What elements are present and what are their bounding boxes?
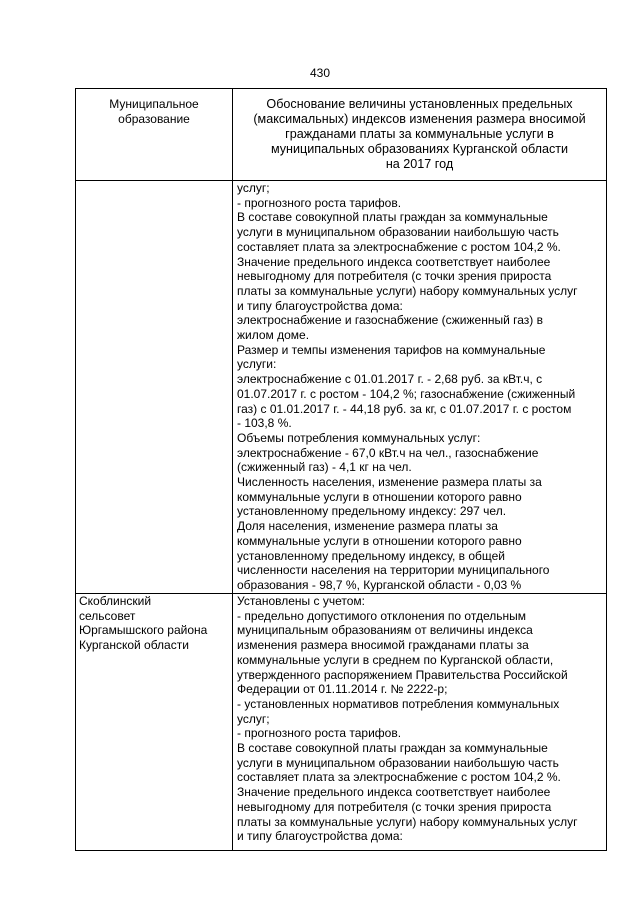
justification-cell <box>233 594 607 851</box>
text-line: платы за коммунальные услуги) набору коммунальных услуг <box>237 814 578 829</box>
text-line: электроснабжение с 01.01.2017 г. - 2,68 руб. за кВт.ч, с <box>237 372 543 387</box>
text-line: Федерации от 01.11.2014 г. № 2222-р; <box>237 682 448 697</box>
text-line: составляет плата за электроснабжение с ростом 104,2 %. <box>237 239 561 254</box>
text-line: образования - 98,7 %, Курганской области - 0,03 % <box>237 577 522 592</box>
text-line: составляет плата за электроснабжение с ростом 104,2 %. <box>237 770 561 785</box>
header-justification <box>233 89 607 181</box>
justification-cell <box>233 181 607 594</box>
text-line: и типу благоустройства дома: <box>237 298 403 313</box>
text-line: В составе совокупной платы граждан за коммунальные <box>237 210 548 225</box>
text-line: изменения размера вносимой гражданами платы за <box>237 638 529 653</box>
municipality-line: Курганской области <box>79 637 189 652</box>
text-line: и типу благоустройства дома: <box>237 829 403 844</box>
table-row <box>76 594 607 851</box>
municipality-cell <box>76 181 233 594</box>
municipality-line: Скоблинский <box>79 594 152 608</box>
text-line: услуги: <box>237 357 277 372</box>
text-line: коммунальные услуги в отношении которого равно <box>237 533 522 548</box>
text-line: численности населения на территории муниципального <box>237 563 550 578</box>
header-line: гражданами платы за коммунальные услуги в <box>285 127 554 141</box>
text-line: - предельно допустимого отклонения по отдельным <box>237 608 526 623</box>
text-line: жилом доме. <box>237 328 310 343</box>
text-line: установленному предельному индексу: 297 чел. <box>237 504 507 519</box>
text-line: Объемы потребления коммунальных услуг: <box>237 430 481 445</box>
text-line: муниципальным образованиям от величины индекса <box>237 623 533 638</box>
header-line: (максимальных) индексов изменения размера вносимой <box>253 112 586 126</box>
text-line: невыгодному для потребителя (с точки зрения прироста <box>237 269 552 284</box>
text-line: услуги в муниципальном образовании наибольшую часть <box>237 755 559 770</box>
text-line: коммунальные услуги в отношении которого равно <box>237 489 522 504</box>
municipality-cell <box>76 594 233 851</box>
header-municipality <box>76 89 233 181</box>
text-line: Значение предельного индекса соответствует наиболее <box>237 254 551 269</box>
header-line: Муниципальное <box>109 97 199 111</box>
text-line: (сжиженный газ) - 4,1 кг на чел. <box>237 460 412 475</box>
text-line: - 103,8 %. <box>237 416 292 431</box>
text-line: Размер и темпы изменения тарифов на коммунальные <box>237 342 546 357</box>
text-line: Установлены с учетом: <box>237 594 365 608</box>
text-line: услуги в муниципальном образовании наибольшую часть <box>237 225 559 240</box>
municipality-line: Юргамышского района <box>79 623 208 638</box>
table-row <box>76 181 607 594</box>
text-line: 01.07.2017 г. с ростом - 104,2 %; газоснабжение (сжиженный <box>237 386 576 401</box>
header-line: образование <box>118 112 190 126</box>
text-line: - прогнозного роста тарифов. <box>237 195 402 210</box>
page-number: 430 <box>309 66 331 80</box>
text-line: электроснабжение и газоснабжение (сжиженный газ) в <box>237 313 543 328</box>
header-line: муниципальных образованиях Курганской области <box>270 142 569 156</box>
text-line: коммунальные услуги в среднем по Курганской области, <box>237 652 554 667</box>
table-header-row <box>76 89 607 181</box>
text-line: Доля населения, изменение размера платы за <box>237 519 498 534</box>
text-line: газ) с 01.01.2017 г. - 44,18 руб. за кг, с 01.07.2017 г. с ростом <box>237 401 572 416</box>
text-line: - прогнозного роста тарифов. <box>237 726 402 741</box>
text-line: В составе совокупной платы граждан за коммунальные <box>237 741 548 756</box>
text-line: невыгодному для потребителя (с точки зрения прироста <box>237 799 552 814</box>
text-line: - установленных нормативов потребления коммунальных <box>237 696 560 711</box>
municipality-line: сельсовет <box>79 608 136 623</box>
text-line: утвержденного распоряжением Правительства Российской <box>237 667 568 682</box>
text-line: Значение предельного индекса соответствует наиболее <box>237 785 551 800</box>
text-line: электроснабжение - 67,0 кВт.ч на чел., газоснабжение <box>237 445 539 460</box>
header-line: на 2017 год <box>385 157 454 171</box>
tariff-table <box>75 88 607 851</box>
text-line: услуг; <box>237 181 270 195</box>
text-line: Численность населения, изменение размера платы за <box>237 475 542 490</box>
text-line: услуг; <box>237 711 270 726</box>
text-line: платы за коммунальные услуги) набору коммунальных услуг <box>237 283 578 298</box>
text-line: установленному предельному индексу, в общей <box>237 548 505 563</box>
header-line: Обоснование величины установленных предельных <box>266 97 573 111</box>
